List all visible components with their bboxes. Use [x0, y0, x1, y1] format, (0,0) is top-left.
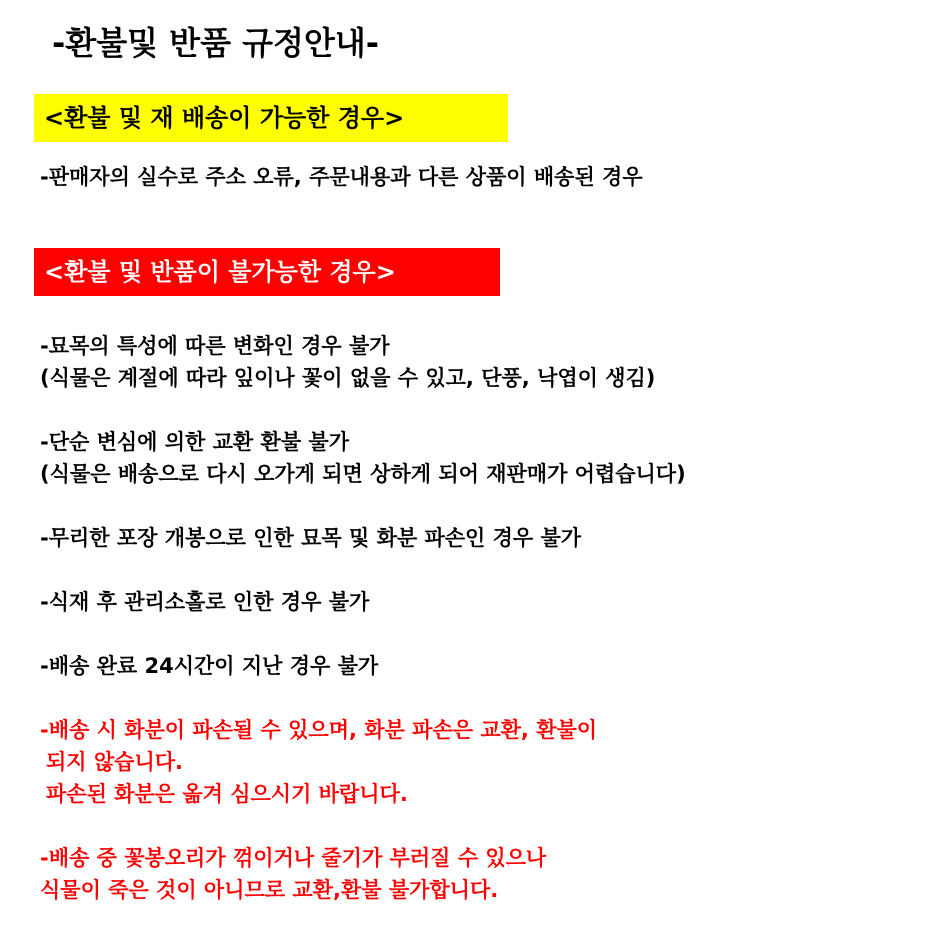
page-title: -환불및 반품 규정안내- — [52, 24, 380, 62]
policy-line: -묘목의 특성에 따른 변화인 경우 불가 — [40, 334, 390, 358]
policy-line-note: (식물은 계절에 따라 잎이나 꽃이 없을 수 있고, 단풍, 낙엽이 생김) — [40, 366, 656, 390]
refund-impossible-heading: <환불 및 반품이 불가능한 경우> — [34, 248, 500, 296]
refund-possible-line: -판매자의 실수로 주소 오류, 주문내용과 다른 상품이 배송된 경우 — [40, 165, 643, 189]
warning-line: -배송 시 화분이 파손될 수 있으며, 화분 파손은 교환, 환불이 — [40, 718, 598, 742]
policy-line-note: (식물은 배송으로 다시 오가게 되면 상하게 되어 재판매가 어렵습니다) — [40, 462, 686, 486]
warning-line: 식물이 죽은 것이 아니므로 교환,환불 불가합니다. — [40, 878, 499, 902]
refund-possible-heading: <환불 및 재 배송이 가능한 경우> — [34, 94, 508, 142]
policy-line: -식재 후 관리소홀로 인한 경우 불가 — [40, 590, 370, 614]
policy-line: -배송 완료 24시간이 지난 경우 불가 — [40, 654, 379, 678]
policy-line: -무리한 포장 개봉으로 인한 묘목 및 화분 파손인 경우 불가 — [40, 526, 582, 550]
warning-line: -배송 중 꽃봉오리가 꺾이거나 줄기가 부러질 수 있으나 — [40, 846, 547, 870]
warning-line: 파손된 화분은 옮겨 심으시기 바랍니다. — [46, 782, 408, 806]
warning-line: 되지 않습니다. — [46, 750, 184, 774]
policy-line: -단순 변심에 의한 교환 환불 불가 — [40, 430, 349, 454]
